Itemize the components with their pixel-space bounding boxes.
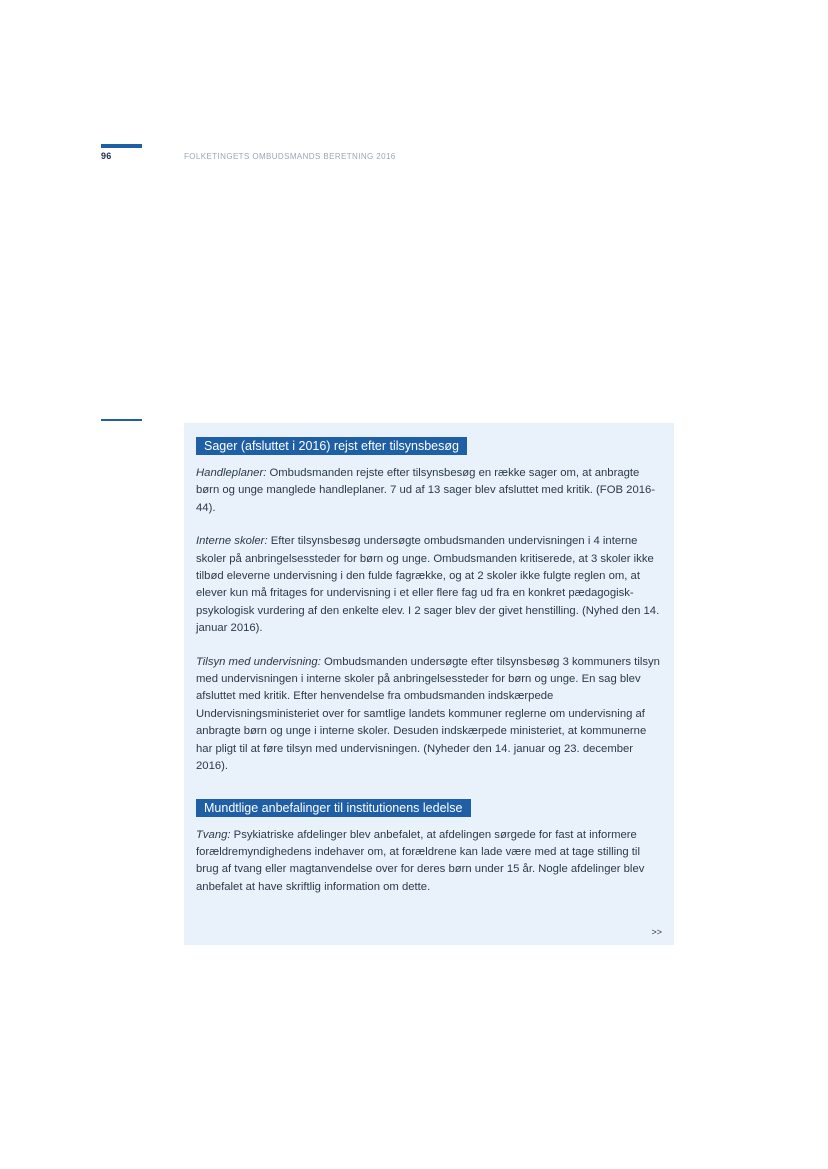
paragraph-lead: Handleplaner: <box>196 467 267 479</box>
info-box <box>184 423 674 945</box>
running-header: FOLKETINGETS OMBUDSMANDS BERETNING 2016 <box>184 152 396 161</box>
info-box-content <box>196 437 662 896</box>
paragraph-text: Ombudsmanden rejste efter tilsynsbesøg en række sager om, at anbragte børn og unge manglede handleplaner. 7 ud af 13 sager blev afsluttet med kritik. (FOB 2016-44). <box>196 467 656 514</box>
paragraph-lead: Interne skoler: <box>196 535 268 548</box>
paragraph-tvang <box>196 827 662 897</box>
paragraph-interne-skoler <box>196 533 662 637</box>
paragraph-handleplaner <box>196 465 662 517</box>
paragraph-text: Psykiatriske afdelinger blev anbefalet, at afdelingen sørgede for fast at informere forældremyndighedens indehaver om, at forældrene kan lade være med at tage stilling til brug af tvang eller magtanvendelse over for deres børn under 15 år. Nogle afdelinger blev anbefalet at have skriftlig information om dette. <box>196 828 645 893</box>
section-heading-oral-recommendations: Mundtlige anbefalinger til institutionens ledelse <box>196 799 471 817</box>
paragraph-tilsyn-med-undervisning <box>196 654 662 776</box>
side-rule <box>101 419 142 421</box>
paragraph-text: Ombudsmanden undersøgte efter tilsynsbesøg 3 kommuners tilsyn med undervisningen i interne skoler på anbringelsessteder for børn og unge. En sag blev afsluttet med kritik. Efter henvendelse fra ombudsmanden indskærpede Undervisningsministeriet over for samtlige landets kommuner reglerne om undervisning af anbragte børn og unge i interne skoler. Desuden indskærpede ministeriet, at kommunerne har pligt til at føre tilsyn med undervisningen. (Nyheder den 14. januar og 23. december 2016). <box>196 655 660 773</box>
paragraph-text: Efter tilsynsbesøg undersøgte ombudsmanden undervisningen i 4 interne skoler på anbringelsessteder for børn og unge. Ombudsmanden kritiserede, at 3 skoler ikke tilbød eleverne undervisning i den fulde fagrække, og at 2 skoler ikke fulgte reglen om, at elever kun må fritages for undervisning i et eller flere fag ud fra en konkret pædagogisk-psykologisk vurdering af den enkelte elev. I 2 sager blev der givet henstilling. (Nyhed den 14. januar 2016). <box>196 535 660 635</box>
section-heading-inspection-cases: Sager (afsluttet i 2016) rejst efter tilsynsbesøg <box>196 437 467 455</box>
continue-marker: >> <box>651 927 662 937</box>
page-number-bar <box>101 144 142 148</box>
paragraph-lead: Tilsyn med undervisning: <box>196 655 321 668</box>
page-number: 96 <box>101 151 112 161</box>
paragraph-lead: Tvang: <box>196 828 231 841</box>
